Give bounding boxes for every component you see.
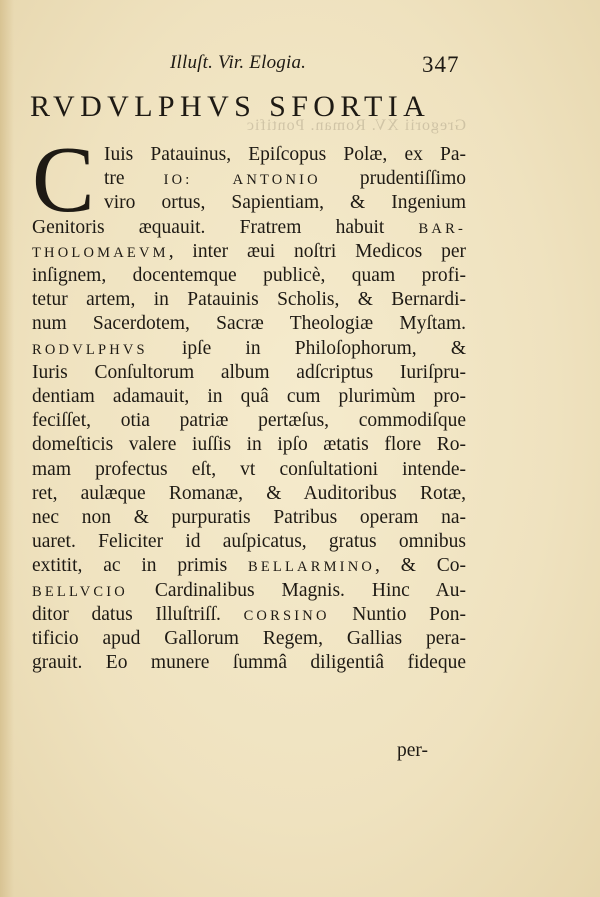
small-caps-name: RODVLPHVS	[32, 341, 148, 358]
text-run: , & Co-	[375, 555, 466, 577]
text-run: nec non & purpuratis Patribus operam na-	[32, 507, 466, 528]
text-run: viro ortus, Sapientiam, & Ingenium	[104, 192, 466, 214]
text-run: grauit. Eo munere ſummâ diligentiâ fideque	[32, 652, 466, 674]
text-run: Iuris Conſultorum album adſcriptus Iuriſpru-	[32, 361, 466, 383]
text-line	[104, 167, 466, 192]
text-run: , inter æui noſtri Medicos per	[168, 240, 466, 262]
text-run: ditor datus Illuſtriſſ.	[32, 603, 244, 625]
text-run: Nuntio Pon-	[329, 603, 466, 625]
entry-title: RVDVLPHVS SFORTIA	[30, 90, 431, 123]
text-run: mam profectus eſt, vt conſultationi intende-	[32, 458, 466, 480]
drop-capital: C	[32, 128, 95, 232]
text-run: inſignem, docentemque publicè, quam profi-	[32, 265, 466, 286]
text-line	[104, 191, 466, 215]
small-caps-name: BELLVCIO	[32, 583, 128, 600]
page-gutter-shadow	[0, 0, 14, 897]
text-run: ret, aulæque Romanæ, & Auditoribus Rotæ,	[32, 482, 466, 504]
text-line	[32, 312, 466, 336]
catchword: per-	[397, 740, 429, 761]
text-run: num Sacerdotem, Sacræ Theologiæ Myſtam.	[32, 313, 466, 335]
text-line	[104, 143, 466, 167]
text-line	[32, 337, 466, 362]
small-caps-name: BAR-	[418, 220, 466, 237]
text-run: Iuis Patauinus, Epiſcopus Polæ, ex Pa-	[104, 144, 466, 165]
text-line	[32, 603, 466, 628]
small-caps-name: THOLOMAEVM	[32, 244, 169, 261]
text-run: Genitoris æquauit. Fratrem habuit	[32, 216, 419, 238]
text-line	[32, 385, 466, 409]
text-line	[32, 482, 466, 506]
text-run: tetur artem, in Patauinis Scholis, & Bernardi-	[32, 289, 466, 311]
text-line	[32, 627, 466, 651]
text-line	[32, 409, 466, 433]
page-number: 347	[422, 52, 460, 77]
text-line	[32, 361, 466, 385]
text-line	[32, 579, 466, 604]
text-run: tificio apud Gallorum Regem, Gallias pera-	[32, 628, 466, 649]
text-line	[32, 458, 466, 482]
text-run: feciſſet, otia patriæ pertæſus, commodiſque	[32, 410, 466, 432]
text-line	[32, 216, 466, 241]
text-run: tre	[104, 168, 164, 190]
running-title: Illuſt. Vir. Elogia.	[170, 52, 307, 73]
text-run: prudentiſſimo	[320, 168, 466, 190]
text-line	[32, 506, 466, 530]
text-line	[32, 240, 466, 265]
text-run: dentiam adamauit, in quâ cum plurimùm pro-	[32, 386, 466, 407]
text-run: domeſticis valere iuſſis in ipſo ætatis flore Ro-	[32, 434, 466, 456]
small-caps-name: BELLARMINO	[247, 559, 376, 576]
text-line	[32, 264, 466, 288]
text-run: uaret. Feliciter id auſpicatus, gratus omnibus	[32, 531, 466, 553]
bleed-through-text: Gregorii XV. Roman. Pontific	[245, 117, 466, 134]
text-run: extitit, ac in primis	[32, 555, 248, 577]
text-line	[32, 433, 466, 457]
text-line	[32, 651, 466, 675]
text-line	[32, 288, 466, 312]
text-run: Cardinalibus Magnis. Hinc Au-	[127, 579, 466, 601]
small-caps-name: IO: ANTONIO	[163, 172, 321, 189]
text-line	[32, 530, 466, 554]
text-line	[32, 554, 466, 579]
small-caps-name: CORSINO	[243, 607, 330, 624]
text-run: ipſe in Philoſophorum, &	[147, 337, 466, 359]
